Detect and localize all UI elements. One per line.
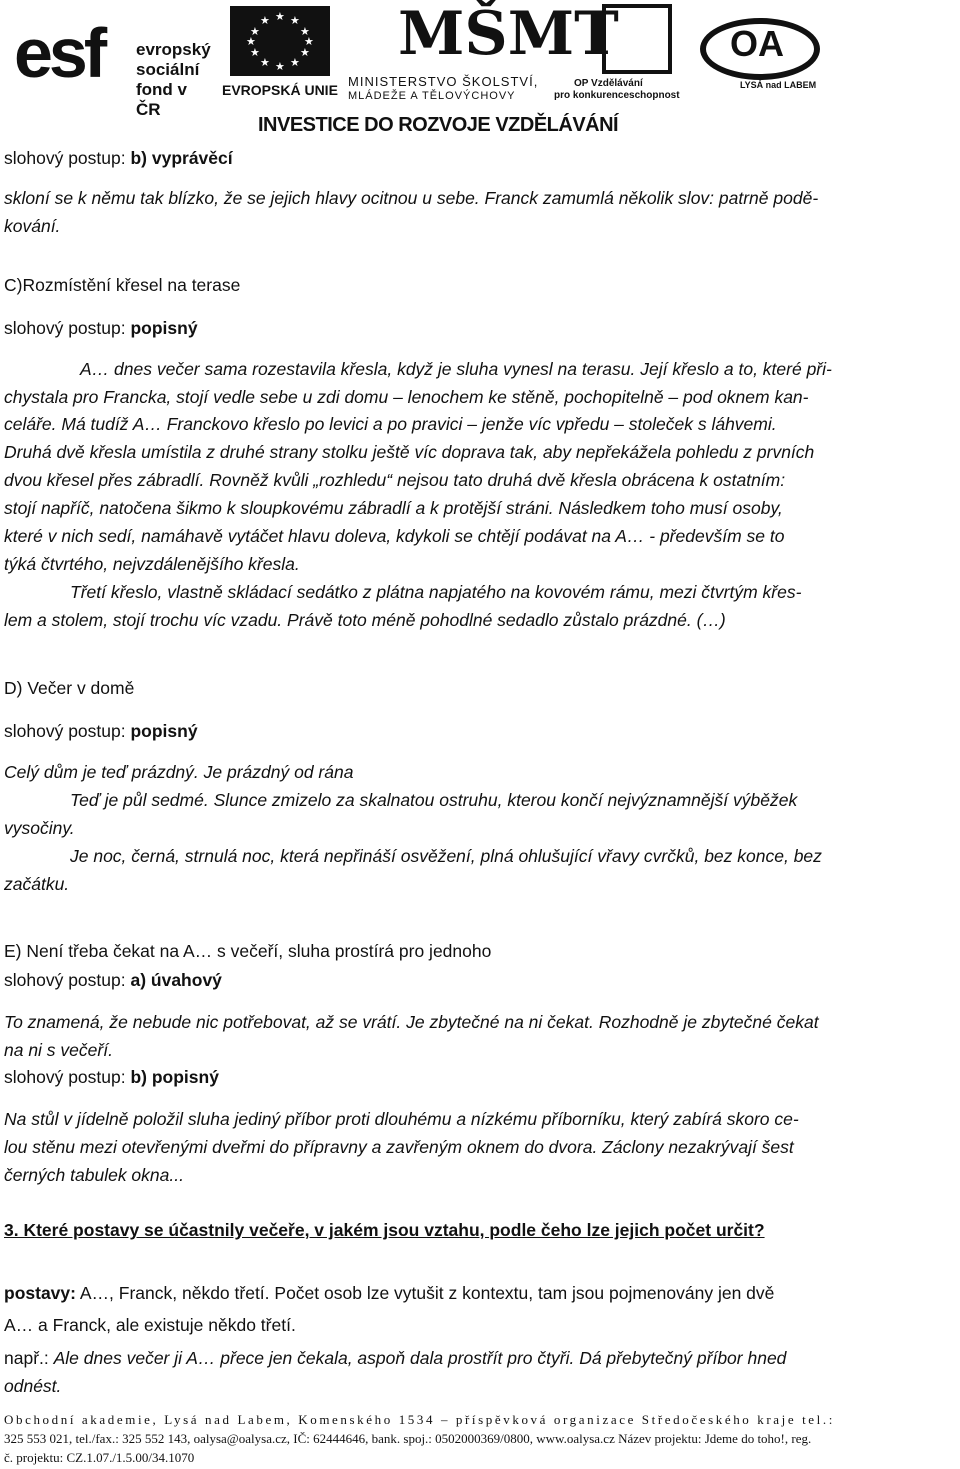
paragraph-line: vysočiny.	[4, 818, 75, 838]
eu-flag-icon: ★ ★ ★ ★ ★ ★ ★ ★ ★ ★ ★ ★	[230, 6, 330, 76]
postup-line: slohový postup: b) vyprávěcí	[4, 148, 233, 168]
esf-text-2: sociální	[136, 60, 200, 79]
eu-label: EVROPSKÁ UNIE	[222, 82, 338, 98]
paragraph-line: chystala pro Francka, stojí vedle sebe u zdi domu – lenochem ke stěně, pochopitelně – pod oknem kan-	[4, 387, 809, 407]
msmt-line-1: MINISTERSTVO ŠKOLSTVÍ,	[348, 74, 539, 89]
esf-mark: esf	[14, 14, 104, 92]
question-3: 3. Které postavy se účastnily večeře, v jakém jsou vztahu, podle čeho lze jejich počet určit?	[4, 1220, 765, 1240]
example-line: odnést.	[4, 1376, 62, 1396]
section-heading-d: D) Večer v domě	[4, 678, 135, 698]
paragraph-line: stojí napříč, natočena šikmo k sloupkovému zábradlí a k protější stráni. Následkem toho musí osoby,	[4, 498, 783, 518]
oa-label: LYSÁ nad LABEM	[740, 80, 817, 90]
paragraph-line: Druhá dvě křesla umístila z druhé strany stolku ještě víc doprava tak, aby nepřekážela pohledu z prvních	[4, 442, 815, 462]
footer-line-3: č. projektu: CZ.1.07./1.5.00/34.1070	[4, 1450, 195, 1465]
esf-logo	[14, 10, 214, 119]
paragraph-line: A… dnes večer sama rozestavila křesla, když je sluha vynesl na terasu. Její křeslo a to, které při-	[80, 359, 832, 379]
logo-header	[0, 0, 960, 140]
msmt-mark: MŠMT	[398, 0, 619, 69]
postup-line: slohový postup: popisný	[4, 721, 198, 741]
paragraph-line: na ni s večeří.	[4, 1040, 113, 1060]
section-heading-c: C)Rozmístění křesel na terase	[4, 275, 241, 295]
paragraph-line: To znamená, že nebude nic potřebovat, až se vrátí. Je zbytečné na ni čekat. Rozhodně je zbytečné čekat	[4, 1012, 819, 1032]
paragraph-line: černých tabulek okna...	[4, 1165, 184, 1185]
section-heading-e: E) Není třeba čekat na A… s večeří, sluha prostírá pro jednoho	[4, 941, 492, 961]
postup-line: slohový postup: popisný	[4, 318, 198, 338]
paragraph-line: které v nich sedí, namáhavě vytáčet hlavu doleva, kdykoli se chtějí podávat na A… - především se to	[4, 526, 785, 546]
postup-line: slohový postup: a) úvahový	[4, 970, 222, 990]
oa-mark: OA	[730, 23, 784, 64]
paragraph-line: Je noc, černá, strnulá noc, která nepřináší osvěžení, plná ohlušující vřavy cvrčků, bez konce, bez	[70, 846, 822, 866]
op-line-1: OP Vzdělávání	[574, 78, 643, 89]
paragraph-line: lou stěnu mezi otevřenými dveřmi do přípravny a zavřeným oknem do dvora. Záclony nezakrývají šest	[4, 1137, 794, 1157]
example-line: např.: Ale dnes večer ji A… přece jen čekala, aspoň dala prostřít pro čtyři. Dá přebytečný příbor hned	[4, 1348, 787, 1368]
op-line-2: pro konkurenceschopnost	[554, 90, 680, 101]
paragraph-line: Teď je půl sedmé. Slunce zmizelo za skalnatou ostruhu, kterou končí nejvýznamnější výběžek	[70, 790, 798, 810]
paragraph-line: skloní se k němu tak blízko, že se jejich hlavy ocitnou u sebe. Franck zamumlá několik slov: patrně podě-	[4, 188, 819, 208]
footer-line-2: 325 553 021, tel./fax.: 325 552 143, oalysa@oalysa.cz, IČ: 62444646, bank. spoj.: 0502000369/0800, www.oalysa.cz Název projektu: Jdeme do toho!, reg.	[4, 1431, 812, 1446]
op-logo	[552, 4, 682, 104]
oa-logo	[700, 8, 830, 98]
paragraph-line: týká čtvrtého, nejvzdálenějšího křesla.	[4, 554, 300, 574]
paragraph-line: kování.	[4, 216, 61, 236]
paragraph-line: celáře. Má tudíž A… Franckovo křeslo po levici a po pravici – jenže víc vpředu – stoleček s láhvemi.	[4, 414, 777, 434]
esf-text-3: fond v ČR	[136, 80, 187, 119]
paragraph-line: dvou křesel přes zábradlí. Rovněž kvůli „rozhledu“ nejsou tato druhá dvě křesla obrácena k ostatním:	[4, 470, 786, 490]
footer-line-1: Obchodní akademie, Lysá nad Labem, Komenského 1534 – příspěvková organizace Středočeského kraje tel.:	[4, 1412, 835, 1427]
esf-text-1: evropský	[136, 40, 211, 59]
paragraph-line: začátku.	[4, 874, 70, 894]
answer-line: postavy: A…, Franck, někdo třetí. Počet osob lze vytušit z kontextu, tam jsou pojmenovány jen dvě	[4, 1283, 775, 1303]
paragraph-line: Celý dům je teď prázdný. Je prázdný od rána	[4, 762, 354, 782]
eu-logo	[222, 6, 342, 101]
postup-line: slohový postup: b) popisný	[4, 1067, 219, 1087]
investice-banner: INVESTICE DO ROZVOJE VZDĚLÁVÁNÍ	[258, 114, 619, 136]
answer-line: A… a Franck, ale existuje někdo třetí.	[4, 1315, 296, 1335]
paragraph-line: Třetí křeslo, vlastně skládací sedátko z plátna napjatého na kovovém rámu, mezi čtvrtým křes-	[70, 582, 802, 602]
msmt-line-2: MLÁDEŽE A TĚLOVÝCHOVY	[348, 90, 516, 102]
op-box-icon	[602, 4, 672, 74]
paragraph-line: lem a stolem, stojí trochu víc vzadu. Právě toto méně pohodlné sedadlo zůstalo prázdné. (…)	[4, 610, 726, 630]
paragraph-line: Na stůl v jídelně položil sluha jediný příbor proti dlouhému a nízkému příborníku, který zabírá skoro ce-	[4, 1109, 799, 1129]
